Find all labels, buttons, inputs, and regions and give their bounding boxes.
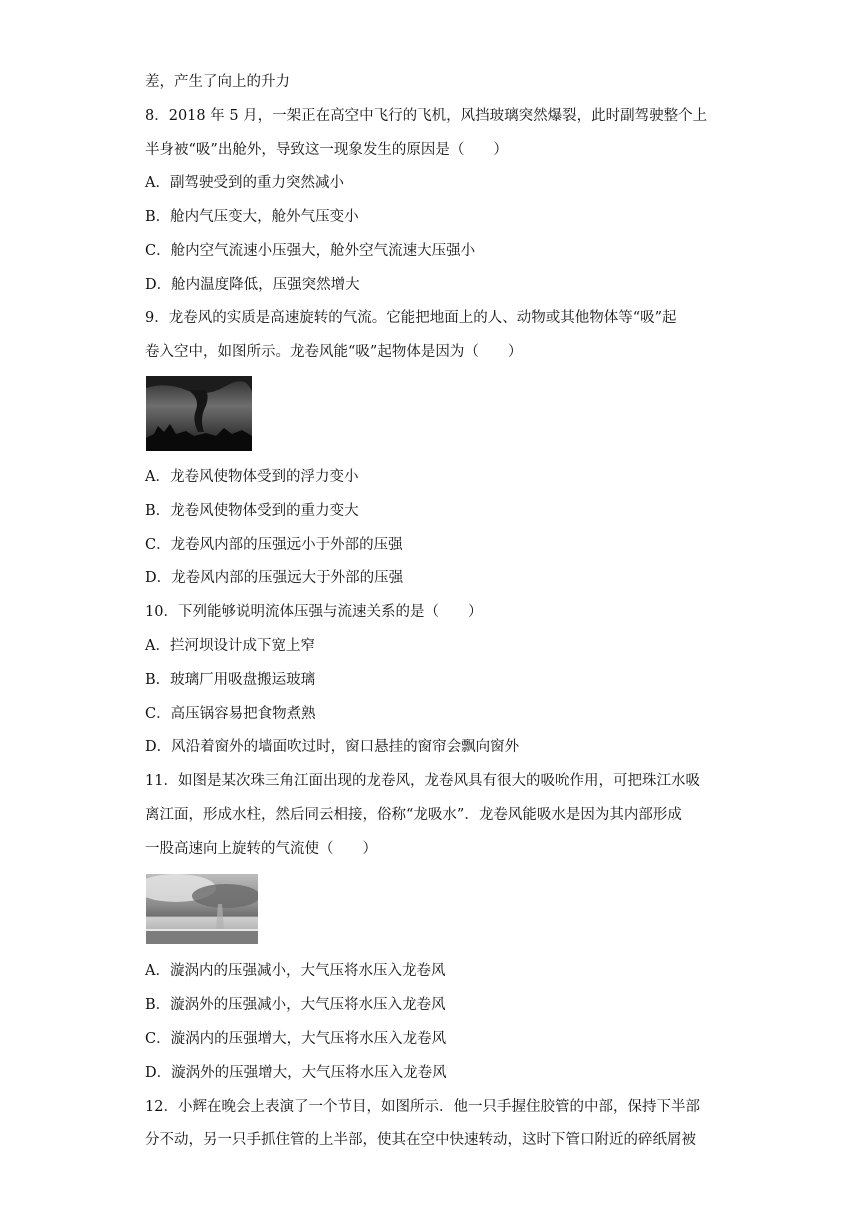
q11-option-d: D．漩涡外的压强增大，大气压将水压入龙卷风: [145, 1065, 447, 1081]
q11-stem-line-2: 离江面，形成水柱，然后同云相接，俗称“龙吸水”．龙卷风能吸水是因为其内部形成: [145, 807, 682, 823]
q7-continuation: 差，产生了向上的升力: [145, 74, 290, 90]
q12-stem-line-2: 分不动，另一只手抓住管的上半部，使其在空中快速转动，这时下管口附近的碎纸屑被: [145, 1132, 696, 1148]
q12-stem-line-1: 12．小辉在晚会上表演了一个节目，如图所示．他一只手握住胶管的中部，保持下半部: [145, 1099, 700, 1115]
q8-stem-line-1: 8．2018 年 5 月，一架正在高空中飞行的飞机，风挡玻璃突然爆裂，此时副驾驶整个上: [145, 108, 708, 124]
q8-option-c: C．舱内空气流速小压强大，舱外空气流速大压强小: [145, 243, 476, 259]
q11-stem-line-3: 一股高速向上旋转的气流使（ ）: [145, 841, 377, 857]
q8-option-b: B．舱内气压变大，舱外气压变小: [145, 209, 359, 225]
q10-option-a: A．拦河坝设计成下宽上窄: [145, 638, 315, 654]
q10-stem: 10．下列能够说明流体压强与流速关系的是（ ）: [145, 604, 483, 620]
q9-option-c: C．龙卷风内部的压强远小于外部的压强: [145, 537, 403, 553]
q11-option-a: A．漩涡内的压强减小，大气压将水压入龙卷风: [145, 963, 446, 979]
q9-stem-line-1: 9．龙卷风的实质是高速旋转的气流。它能把地面上的人、动物或其他物体等“吸”起: [145, 310, 677, 326]
q9-stem-line-2: 卷入空中，如图所示。龙卷风能“吸”起物体是因为（ ）: [145, 344, 523, 360]
q9-option-d: D．龙卷风内部的压强远大于外部的压强: [145, 570, 404, 586]
q8-option-a: A．副驾驶受到的重力突然减小: [145, 175, 344, 191]
tornado-photo: [146, 376, 252, 451]
q8-stem-line-2: 半身被“吸”出舱外，导致这一现象发生的原因是（ ）: [145, 142, 508, 158]
q11-stem-line-1: 11．如图是某次珠三角江面出现的龙卷风，龙卷风具有很大的吸吮作用，可把珠江水吸: [145, 773, 700, 789]
q10-option-b: B．玻璃厂用吸盘搬运玻璃: [145, 672, 316, 688]
q10-option-c: C．高压锅容易把食物煮熟: [145, 706, 316, 722]
q9-option-b: B．龙卷风使物体受到的重力变大: [145, 503, 359, 519]
waterspout-photo: [146, 874, 258, 944]
q10-option-d: D．风沿着窗外的墙面吹过时，窗口悬挂的窗帘会飘向窗外: [145, 739, 520, 755]
q11-option-c: C．漩涡内的压强增大，大气压将水压入龙卷风: [145, 1031, 447, 1047]
q8-option-d: D．舱内温度降低，压强突然增大: [145, 277, 360, 293]
q9-option-a: A．龙卷风使物体受到的浮力变小: [145, 469, 359, 485]
q11-option-b: B．漩涡外的压强减小，大气压将水压入龙卷风: [145, 997, 446, 1013]
